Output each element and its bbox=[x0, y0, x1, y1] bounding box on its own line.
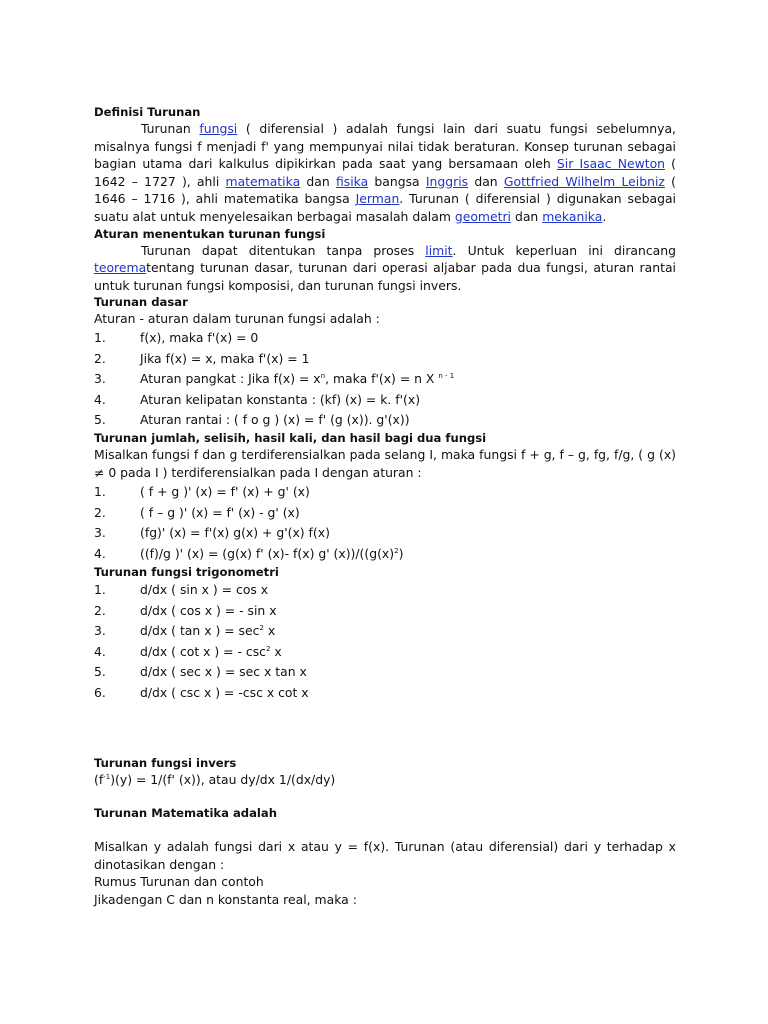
list-text: d/dx ( cos x ) = - sin x bbox=[140, 602, 277, 618]
invers-formula: $(f^{-1})(y) = 1/(f'$ (x)), atau dy/dx 1/(dx/dy) bbox=[94, 771, 336, 787]
list-text: (fg)' (x) = f'(x) g(x) + g'(x) f(x) bbox=[140, 525, 330, 541]
list-number: 2. bbox=[94, 350, 106, 366]
list-item bbox=[94, 543, 676, 564]
text-run: ( diferensial ) adalah fungsi lain dari suatu fungsi sebelumnya, misalnya fungsi f menjadi f' yang mempunyai nilai tidak beraturan. Konsep turunan sebagai bagian utama dari kalkulus dipikirkan pada saat yang bersamaan oleh bbox=[94, 121, 676, 172]
text-run: bangsa bbox=[368, 173, 426, 189]
link-teorema[interactable]: teorema bbox=[94, 260, 147, 276]
list-number: 4. bbox=[94, 391, 106, 407]
heading-turunan-dasar: Turunan dasar bbox=[94, 295, 188, 310]
list-number: 4. bbox=[94, 545, 106, 561]
text-run: . Untuk keperluan ini dirancang bbox=[452, 242, 676, 258]
list-item bbox=[94, 502, 676, 523]
list-item bbox=[94, 410, 676, 431]
list-number: 3. bbox=[94, 623, 106, 639]
list-number: 3. bbox=[94, 371, 106, 387]
list-item bbox=[94, 389, 676, 410]
link-sir-isaac-newton[interactable]: Sir Isaac Newton bbox=[556, 156, 666, 172]
list-item bbox=[94, 580, 676, 601]
list-number: 1. bbox=[94, 484, 106, 500]
turunan-dasar-intro: Aturan - aturan dalam turunan fungsi adalah : bbox=[94, 311, 380, 327]
heading-matematika: Turunan Matematika adalah bbox=[94, 806, 277, 821]
list-number: 5. bbox=[94, 664, 106, 680]
link-geometri[interactable]: geometri bbox=[454, 208, 512, 224]
list-text: d/dx ( tan x ) = $\sec^2 x$ bbox=[140, 623, 276, 639]
text-run: ( 1646 – 1716 ), ahli matematika bangsa bbox=[94, 173, 676, 207]
turunan-jumlah-list bbox=[94, 482, 676, 564]
list-item bbox=[94, 523, 676, 544]
text-run: tentang turunan dasar, turunan dari operasi aljabar pada dua fungsi, aturan rantai untuk turunan fungsi komposisi, dan turunan fungsi invers. bbox=[94, 260, 676, 293]
list-text: d/dx ( cot x ) = - $\csc^2 x$ bbox=[140, 643, 282, 659]
link-jerman[interactable]: Jerman bbox=[355, 191, 400, 207]
text-run: Turunan bbox=[141, 121, 200, 136]
matematika-paragraph: Misalkan y adalah fungsi dari x atau y = f(x). Turunan (atau diferensial) dari y terhadap x dinotasikan dengan : bbox=[94, 839, 676, 872]
list-number: 6. bbox=[94, 684, 106, 700]
matematika-konstanta: Jikadengan C dan n konstanta real, maka : bbox=[94, 892, 357, 907]
list-text: d/dx ( csc x ) = -csc x cot x bbox=[140, 684, 309, 700]
list-text: ( f – g )' (x) = f' (x) - g' (x) bbox=[140, 504, 300, 520]
text-run: dan bbox=[468, 173, 504, 189]
list-text: Aturan rantai : ( f o g ) (x) = f' (g (x)). g'(x)) bbox=[140, 412, 410, 428]
list-item bbox=[94, 621, 676, 642]
list-number: 1. bbox=[94, 330, 106, 346]
list-text: Aturan kelipatan konstanta : (kf) (x) = k. f'(x) bbox=[140, 391, 421, 407]
turunan-dasar-list bbox=[94, 328, 676, 431]
turunan-jumlah-intro: Misalkan fungsi f dan g terdiferensialkan pada selang I, maka fungsi f + g, f – g, fg, f/g, ( g (x) ≠ 0 pada I ) terdiferensialkan pada I dengan aturan : bbox=[94, 447, 676, 481]
link-inggris[interactable]: Inggris bbox=[425, 173, 469, 189]
list-number: 1. bbox=[94, 582, 106, 598]
heading-invers: Turunan fungsi invers bbox=[94, 755, 237, 770]
heading-definisi: Definisi Turunan bbox=[94, 105, 201, 119]
matematika-rumus: Rumus Turunan dan contoh bbox=[94, 874, 264, 890]
heading-trigonometri: Turunan fungsi trigonometri bbox=[94, 564, 279, 579]
trigonometri-list bbox=[94, 580, 676, 703]
text-run: ( 1642 – 1727 ), ahli bbox=[94, 156, 676, 189]
list-number: 2. bbox=[94, 602, 106, 618]
text-run: dan bbox=[511, 208, 543, 224]
list-text: d/dx ( sec x ) = sec x tan x bbox=[140, 664, 307, 680]
list-item bbox=[94, 600, 676, 621]
list-number: 4. bbox=[94, 643, 106, 659]
link-fungsi[interactable]: fungsi bbox=[199, 121, 238, 136]
link-gottfried-wilhelm-leibniz[interactable]: Gottfried Wilhelm Leibniz bbox=[503, 173, 665, 189]
list-text: Aturan pangkat : Jika $f(x) = x^n$, maka f'(x) = n X $^{n - 1}$ bbox=[140, 371, 455, 387]
document-page bbox=[94, 104, 676, 909]
list-text: f(x), maka f'(x) = 0 bbox=[140, 330, 259, 346]
text-run: . Turunan ( diferensial ) digunakan sebagai suatu alat untuk menyelesaikan berbagai masalah dalam bbox=[94, 191, 676, 224]
link-fisika[interactable]: fisika bbox=[335, 173, 369, 189]
list-item bbox=[94, 682, 676, 703]
list-item bbox=[94, 662, 676, 683]
list-item bbox=[94, 328, 676, 349]
list-number: 5. bbox=[94, 412, 106, 428]
list-text: d/dx ( sin x ) = cos x bbox=[140, 582, 269, 598]
link-matematika[interactable]: matematika bbox=[225, 173, 301, 189]
text-run: Turunan dapat ditentukan tanpa proses bbox=[141, 242, 426, 258]
heading-turunan-jumlah: Turunan jumlah, selisih, hasil kali, dan hasil bagi dua fungsi bbox=[94, 431, 487, 446]
list-item bbox=[94, 641, 676, 662]
list-text: ((f)/g )' (x) = (g(x) f' (x)- f(x) g' $(x))/((g(x)^2)$ bbox=[140, 545, 404, 561]
list-number: 3. bbox=[94, 525, 106, 541]
paragraph-definisi bbox=[94, 120, 676, 226]
text-run: dan bbox=[300, 173, 336, 189]
heading-aturan: Aturan menentukan turunan fungsi bbox=[94, 226, 326, 241]
list-item bbox=[94, 482, 676, 503]
list-text: Jika f(x) = x, maka f'(x) = 1 bbox=[140, 350, 310, 366]
list-item bbox=[94, 369, 676, 390]
text-run: . bbox=[602, 208, 607, 224]
link-limit[interactable]: limit bbox=[425, 242, 453, 258]
link-mekanika[interactable]: mekanika bbox=[542, 208, 603, 224]
list-text: ( f + g )' (x) = f' (x) + g' (x) bbox=[140, 484, 310, 500]
list-number: 2. bbox=[94, 504, 106, 520]
paragraph-aturan bbox=[94, 242, 676, 295]
list-item bbox=[94, 348, 676, 369]
